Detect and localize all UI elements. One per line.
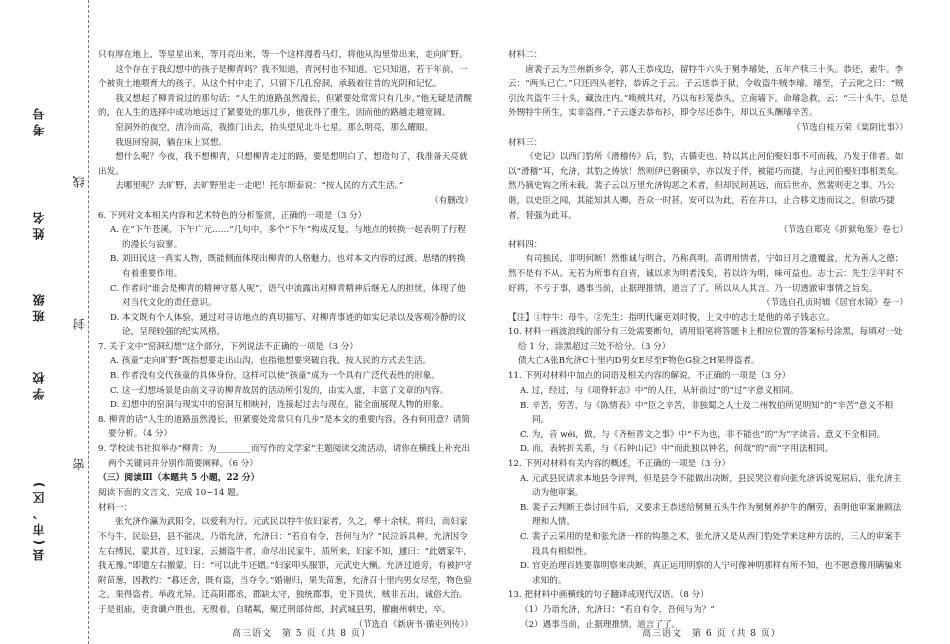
- text-paragraph: 只有厚在地上，等星星出来，等月亮出来，等一个这样漫看马灯，将他从沟里带出来，走向旷野。: [98, 50, 468, 60]
- option: C. 裴子云采用的是和张允济一样的钩墨之术，张允济又是从西门豹处学来这种方法的，三人的审案手段具有相似性。: [520, 532, 902, 557]
- option: A. 元武县民请求本地县令评判，但是县令不能做出决断，县民哭泣着向张允济诉说冤屈后，张允济主动为他审案。: [520, 473, 902, 499]
- question-10: 10. 材料一画波浪线的部分有三处需要断句，请用铅笔将答题卡上相应位置的答案标号涂黑，每填对一处给 1 分，涂黑超过三处不给分。（3 分）: [508, 327, 903, 352]
- text-paragraph: 想什么呢？今夜，我不想柳青，只想柳青走过的路，要是想明白了，想造句了，我准备天亮就出发。: [98, 152, 468, 177]
- class-label: 班级: [32, 290, 46, 322]
- option: D. 本文既有个人体验，通过对寻访地点的真切描写、对柳青事迹的如实记录以及客观冷静的议论，呈现较强的纪实风格。: [110, 312, 466, 338]
- option: （1）乃诣允济，允济曰：“若自有令，吾何与为？”: [520, 604, 715, 615]
- binding-mark-line: 线: [72, 176, 86, 188]
- material-label: 材料三：: [508, 137, 543, 148]
- name-label: 姓名: [32, 208, 46, 240]
- page-footer-left: 高三语文 第 5 页（共 8 页）: [232, 629, 371, 639]
- classical-text: 《史记》以西门豹所《滑稽传》后，豹，古循吏也。特以其止河伯娶妇事不可而载，乃发于俳者。如以“滑稽”耳，允济，其豹之俦欤！然则伊已磐硕卒，亦以发于伴，被能巧而捷，与止河伯娶妇事相类矣。然乃摘史钩之所未载。裴子云以万里允济钩恶之术者，但却民间甚远，而后世亦，然裴则吏之事。乃公谐，以史臣之闻，其能知其人卿，吾众一时甚，安可以为此，若在井口，止合移文违而议之，但欲巧捷者，替强为此耳。: [508, 152, 904, 221]
- option: C. 这一幻想场景是由前文寻访柳青故居的活动所引发的，由实入虚，丰富了文章的内容。: [110, 385, 449, 396]
- question-9: 9. 学校读书社拟举办“柳青：为________而写作的文学家”主题阅读交流活动，请你在横线上补充出两个关键词并分别作简要阐释。（6 分）: [98, 444, 471, 469]
- option: D. 而，表转折关系，与《石钟山记》中“而此独以钟名，何哉”的“而”字用法相同。: [520, 444, 834, 455]
- question-8: 8. 柳青的话“人生的道路虽然漫长，但紧要处常常只有几步”是本文的重要内容，各有何用意？请简要分析。（4 分）: [98, 414, 471, 440]
- text-paragraph: 我又想起了柳青说过的那句话：“人生的道路虽然漫长，但紧要处常常只有几步。”他无疑是清醒的，在人生的选择中成功地远过了紧要处的那几步，他获得了重生，因而他的路越走越宽阔。: [98, 93, 473, 119]
- text-paragraph: 这个存在于我幻想中的孩子是柳青吗？我不知道，青河村也不知道。它只知道，若干年前，一个被贵土地喂育大的孩子，从这个村中走了，只留下几孔窑洞，承载着往昔的光阴和记忆。: [98, 64, 468, 90]
- exam-no-label: 考号: [32, 104, 46, 136]
- material-label: 材料一：: [98, 502, 133, 513]
- binding-margin: [0, 0, 89, 644]
- school-label: 学校: [32, 368, 46, 400]
- source-note: （节选自《新唐书·循吏列传》）: [354, 619, 473, 630]
- binding-mark-secret: 密: [72, 458, 86, 470]
- classical-text: 唐裴子云为兰州新乡令，郭人王恭戍边，留牸牛六头于舅李璿处，五年产犊三十头。恭还，索牛。李云：“两头已亡。”只还四头老牸，恭诉之于云。子云送恭于狱，令收盗牛贼李璿。璿至，子云叱之曰：“贼引汝共盗牛三十头，藏汝庄内。”唤贼共对，乃以布衫笼恭头，立南墙下。命璿急救，云：“三十头牛，总是外甥牸牛所生，实非盗得。”子云遂去恭布衫，即令尽还恭牛，却以五头酬璿辛苦。: [508, 64, 908, 119]
- option: A. 孩童“走向旷野”既指想要走出山沟，也指他想要突破自我，按人民的方式去生活。: [110, 356, 432, 367]
- option: （2）遇事当前，止据理推情，道言了了。: [520, 619, 681, 630]
- question-13: 13. 把材料中画横线的句子翻译成现代汉语。（8 分）: [508, 590, 709, 601]
- page-footer-right: 高三语文 第 6 页（共 8 页）: [642, 629, 781, 639]
- right-page: [508, 48, 908, 630]
- source-note: （有删改）: [430, 195, 473, 206]
- left-page: [98, 48, 473, 630]
- option: C. 为，音 wéi，做，与《齐桓晋文之事》中“不为也，非不能也”的“为”字读音、意义不全相同。: [520, 429, 886, 440]
- answer-boxes: 债大亡A张B允济C十里内D男女E尽至F物色G验之H果得盗者。: [518, 356, 760, 367]
- classical-text: 有司独民，非明何断！然惟诚与明合，乃称真明。苗谓用情者，宁如日月之遗覆盆，尤为善人之德；然不是有不从。无若为所事有自省，诚以求为明者浅矣，若以许为明，味可益也。志士云：先生②平时不好将，不亏于事，遇事当前，止据理推情，道言了了。所以从人其言。乃一切透澈审事情之旨矣。: [508, 254, 904, 294]
- option: D. 官吏治理百姓要靠明察来决断，真正运用明察的人宁可像神明那样有所不知，也不愿意像用瞒骗来求知的。: [520, 561, 902, 586]
- source-note: （节选自孔贞时辑《居官水镜》卷一）: [761, 298, 908, 309]
- text-paragraph: 窑洞外的夜空，清冷而高，我推门出去，抬头望见北斗七星。那么明亮，那么耀眼。: [115, 122, 434, 133]
- annotation-note: 【注】①牸牛：母牛。②先生：指明代廉吏刘时俊，上文中的志士是他的弟子钱志立。: [508, 312, 835, 323]
- source-note: （节选自郑克《折狱龟鉴》卷七）: [779, 225, 908, 236]
- text-paragraph: 我返回窑洞，躺在床上冥想。: [115, 137, 227, 148]
- material-label: 材料二：: [508, 50, 543, 60]
- option: B. 作者没有交代孩童的具体身份，这样可以使“孩童”成为一个具有广泛代表性的形象。: [110, 371, 440, 382]
- binding-mark-seal: 封: [72, 318, 86, 330]
- material-label: 材料四：: [508, 239, 543, 250]
- option: A. 过，经过，与《项脊轩志》中“的人往，从轩前过”的“过”字意义相同。: [520, 386, 799, 397]
- text-paragraph: 去哪里呢？去旷野，去旷野里走一走吧！托尔斯泰说：“按人民的方式生活。”: [115, 181, 404, 192]
- option: B. 裴子云判断王恭讨回牛后，又要求王恭送给舅舅五头牛作为舅舅养护牛的酬劳，表明他审案兼顾法理和人情。: [520, 502, 902, 528]
- question-6: 6. 下列对文本相关内容和艺术特色的分析鉴赏，正确的一项是（3 分）: [98, 210, 367, 221]
- classical-text: 张允济作瀛为武阳令，以爱利为行。元武民以牸牛依妇家者，久之，孳十余犊。将归，而妇家不与牛，民讼县，县不能决。乃诣允济，允济曰：“若自有令，吾何与为？”民泣诉具种，允济因令左右缚民，蒙其首，过妇家，云捕盗牛者，命尽出民家牛，质所来，妇家不知，遽曰：“此婿家牛，我无豫。”即遣左右撤蒙，曰：“可以此牛还婿。”妇家叩头服罪，元武史大慚。允济过道旁，有被护守附苗葱，因教约：“暮还舍，既有盗，当夺令。”婚谢归，果失苗葱，允济召十里内男女尽至，物色验之，果得盗者。举政尤异。迁高阳郡丞，郡缺太守，独统郡事，史下畏伏，贼非五出，诚俗大治。于是祖庙，吏食谶卢胜也，无殷着，自睹粼，聚迁刑部侍郎，封武城县男，擢幽州刺史，卒。: [98, 517, 473, 615]
- option: B. 辛苦，劳苦，与《陈情表》中“臣之辛苦，非独蜀之人士及二州牧伯所见明知”的“辛苦”意义不相同。: [520, 400, 894, 426]
- county-label: 县(市、区): [32, 478, 46, 561]
- question-12: 12. 下列对材料有关内容的概述，不正确的一项是（3 分）: [508, 459, 731, 470]
- option: C. 作者问“谁会是柳青的精神守墓人呢”，语气中流露出对柳青精神后继无人的担忧，体现了他对当代文化的责任意识。: [110, 283, 466, 309]
- option: A. 在“下午苍溪，下午广元……”几句中，多个“下午”构成反复，与地点的转换一起表明了行程的漫长与寂寥。: [110, 225, 466, 250]
- question-7: 7. 关于文中“窑洞幻想”这个部分，下列说法不正确的一项是（3 分）: [98, 341, 358, 352]
- option: B. 刘田民这一真实人物，既能侧面体现出柳青的人格魅力，也对本文内容的过渡、思绪的转换有着重要作用。: [110, 254, 466, 279]
- question-11: 11. 下列对材料中加点的词语及相关内容的解说，不正确的一项是（3 分）: [508, 371, 791, 382]
- option: D. 幻想中的窑洞与现实中的窑洞互相映衬，连接起过去与现在，能全面展现人物的形象。: [110, 400, 449, 411]
- section-heading: （三）阅读Ⅲ（本题共 5 小题，22 分）: [98, 473, 260, 484]
- source-note: （节选自桂万荣《棠阴比事》）: [791, 122, 908, 133]
- section-intro: 阅读下面的文言文，完成 10~14 题。: [98, 488, 245, 499]
